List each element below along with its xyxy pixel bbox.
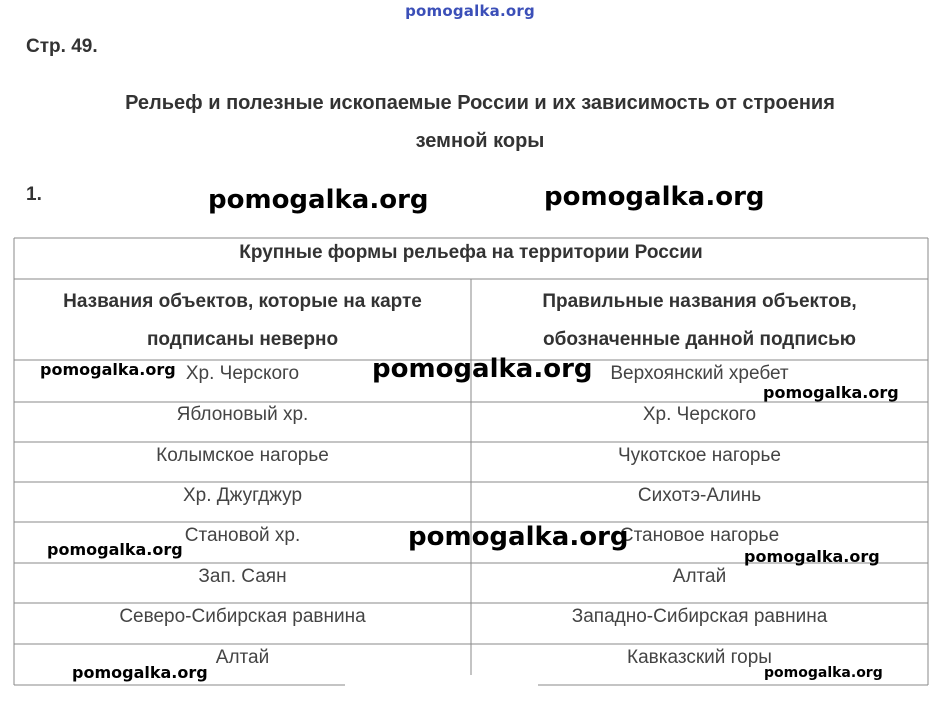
watermark: pomogalka.org <box>764 665 883 681</box>
watermark: pomogalka.org <box>72 663 208 682</box>
table-cell-correct: Становое нагорье <box>619 525 780 546</box>
table-cell-correct: Хр. Черского <box>642 404 757 425</box>
column-header-correct-names <box>471 283 928 359</box>
table-cell-correct: Алтай <box>672 566 727 587</box>
section-title-line-2: земной коры <box>415 130 545 152</box>
table-cell-wrong: Колымское нагорье <box>156 445 329 466</box>
watermark: pomogalka.org <box>47 540 183 559</box>
table-cell-correct: Верхоянский хребет <box>610 363 789 384</box>
watermark: pomogalka.org <box>744 547 880 566</box>
column-header-correct-line-2: обозначенные данной подписью <box>543 329 856 350</box>
watermark: pomogalka.org <box>763 383 899 402</box>
table-cell-wrong: Северо-Сибирская равнина <box>119 606 366 627</box>
table-cell-correct: Чукотское нагорье <box>618 445 781 466</box>
task-number: 1. <box>26 184 42 205</box>
watermark: pomogalka.org <box>372 354 593 384</box>
watermark: pomogalka.org <box>40 360 176 379</box>
table-cell-correct: Западно-Сибирская равнина <box>571 606 828 627</box>
watermark: pomogalka.org <box>408 522 629 552</box>
table-cell-wrong: Становой хр. <box>184 525 301 546</box>
table-cell-wrong: Алтай <box>215 647 270 668</box>
table-caption: Крупные формы рельефа на территории России <box>239 242 703 263</box>
table-cell-wrong: Хр. Черского <box>185 363 300 384</box>
table-cell-correct: Сихотэ-Алинь <box>637 485 762 506</box>
column-header-wrong-line-2: подписаны неверно <box>146 329 339 350</box>
section-title <box>40 84 920 160</box>
table-cell-wrong: Зап. Саян <box>198 566 287 587</box>
watermark: pomogalka.org <box>544 182 765 212</box>
page-reference: Стр. 49. <box>26 36 98 57</box>
watermark: pomogalka.org <box>208 185 429 215</box>
table-cell-wrong: Хр. Джугджур <box>182 485 303 506</box>
table-cell-wrong: Яблоновый хр. <box>176 404 309 425</box>
section-title-line-1: Рельеф и полезные ископаемые России и их зависимость от строения <box>125 92 835 114</box>
site-watermark-top: pomogalka.org <box>405 2 535 20</box>
column-header-wrong-names <box>14 283 471 359</box>
column-header-correct-line-1: Правильные названия объектов, <box>542 291 857 312</box>
column-header-wrong-line-1: Названия объектов, которые на карте <box>63 291 422 312</box>
table-cell-correct: Кавказский горы <box>627 647 772 668</box>
